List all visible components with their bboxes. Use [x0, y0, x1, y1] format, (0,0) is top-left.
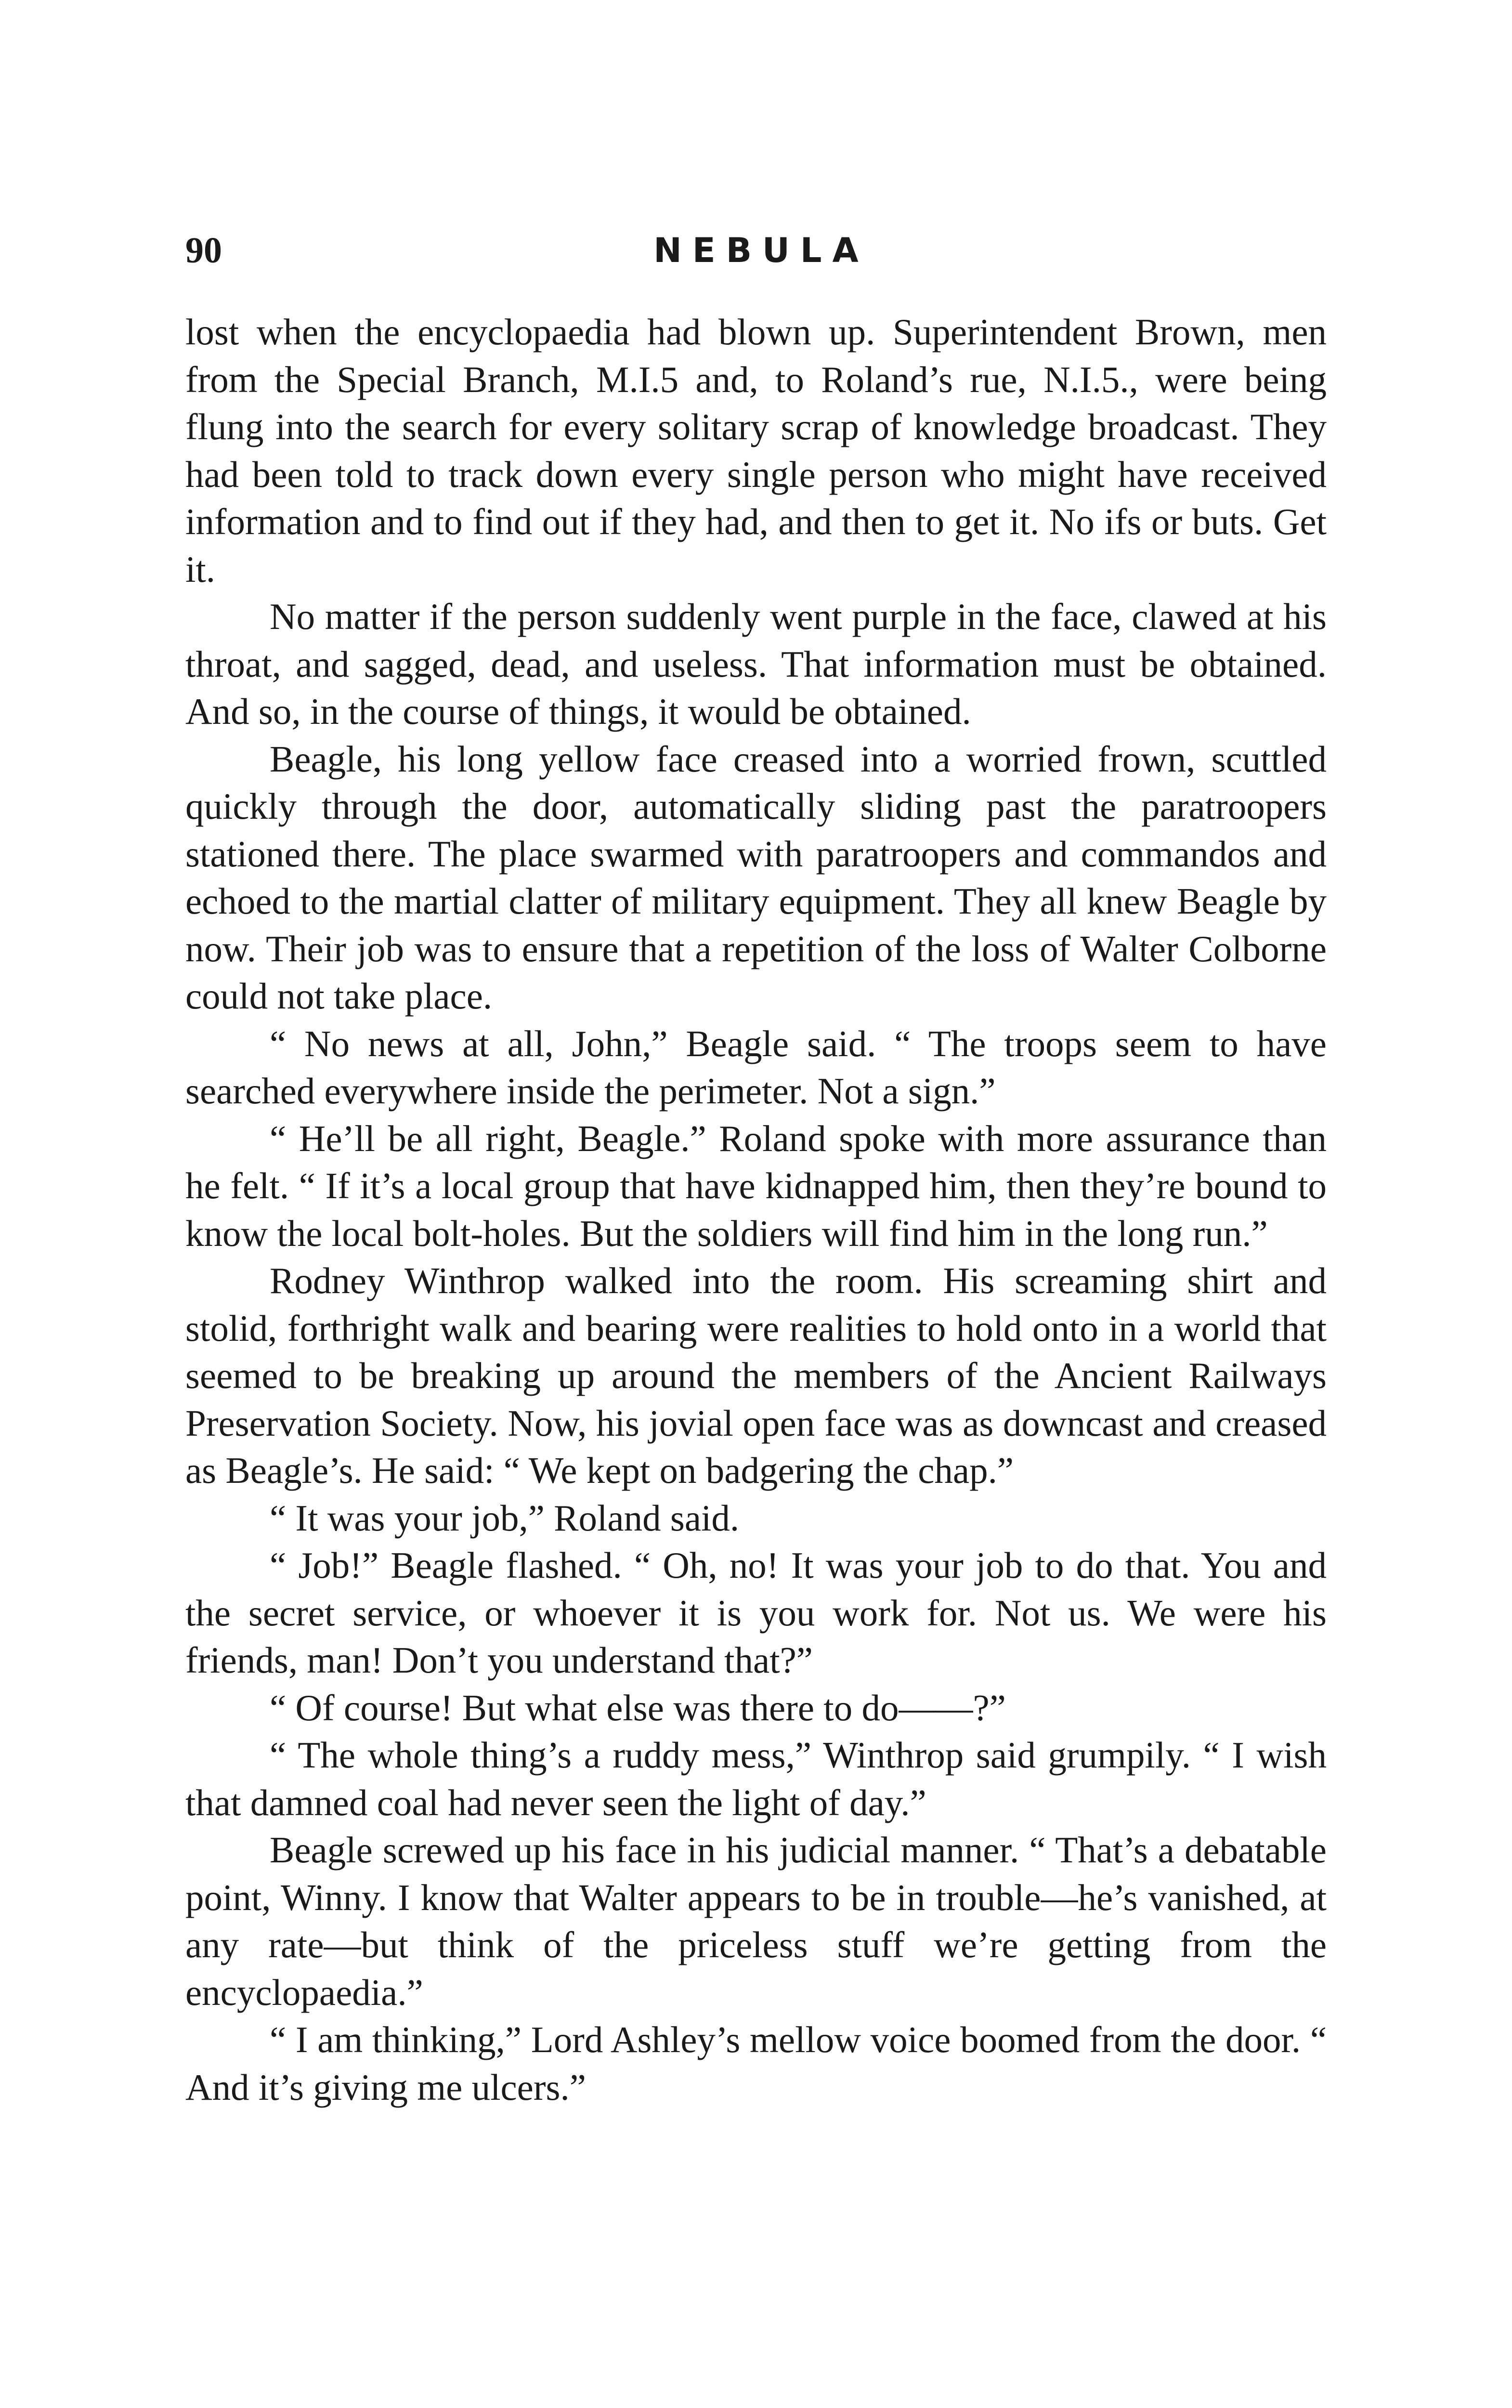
paragraph: “ Job!” Beagle flashed. “ Oh, no! It was your job to do that. You and the secret service, or whoever it is you work for. Not us. We were his friends, man! Don’t you understand that?”	[185, 1544, 1327, 1681]
paragraph: Beagle, his long yellow face creased into a worried frown, scuttled quickly through the door, automatically sliding past the paratroopers stationed there. The place swarmed with paratroopers and commandos and echoed to the martial clatter of military equipment. They all knew Beagle by now. Their job was to ensure that a repetition of the loss of Walter Colborne could not take place.	[185, 738, 1327, 1017]
page-number: 90	[185, 230, 222, 271]
paragraph: “ He’ll be all right, Beagle.” Roland spoke with more assurance than he felt. “ If it’s a local group that have kidnapped him, then they’re bound to know the local bolt-holes. But the soldiers will find him in the long run.”	[185, 1117, 1327, 1254]
paragraph: Rodney Winthrop walked into the room. His screaming shirt and stolid, forthright walk and bearing were realities to hold onto in a world that seemed to be breaking up around the members of the Ancient Railways Preservation Society. Now, his jovial open face was as downcast and creased as Beagle’s. He said: “ We kept on badgering the chap.”	[185, 1260, 1327, 1491]
page-header	[185, 222, 1327, 279]
paragraph: “ I am thinking,” Lord Ashley’s mellow voice boomed from the door. “ And it’s giving me ulcers.”	[185, 2019, 1327, 2108]
paragraph: No matter if the person suddenly went purple in the face, clawed at his throat, and sagged, dead, and useless. That information must be obtained. And so, in the course of things, it would be obtained.	[185, 596, 1327, 732]
paragraph: “ No news at all, John,” Beagle said. “ The troops seem to have searched everywhere inside the perimeter. Not a sign.”	[185, 1022, 1327, 1112]
running-head: NEBULA	[653, 231, 869, 270]
paragraph: “ The whole thing’s a ruddy mess,” Winthrop said grumpily. “ I wish that damned coal had never seen the light of day.”	[185, 1734, 1327, 1823]
paragraph: Beagle screwed up his face in his judicial manner. “ That’s a debatable point, Winny. I know that Walter appears to be in trouble—he’s vanished, at any rate—but think of the priceless stuff we’re getting from the encyclopaedia.”	[185, 1829, 1327, 2013]
paragraph: “ Of course! But what else was there to do——?”	[270, 1687, 1006, 1728]
body-text	[185, 308, 1327, 2111]
paragraph: lost when the encyclopaedia had blown up. Superintendent Brown, men from the Special Branch, M.I.5 and, to Roland’s rue, N.I.5., were being flung into the search for every solitary scrap of knowledge broadcast. They had been told to track down every single person who might have received information and to find out if they had, and then to get it. No ifs or buts. Get it.	[185, 311, 1327, 590]
paragraph: “ It was your job,” Roland said.	[270, 1497, 740, 1539]
